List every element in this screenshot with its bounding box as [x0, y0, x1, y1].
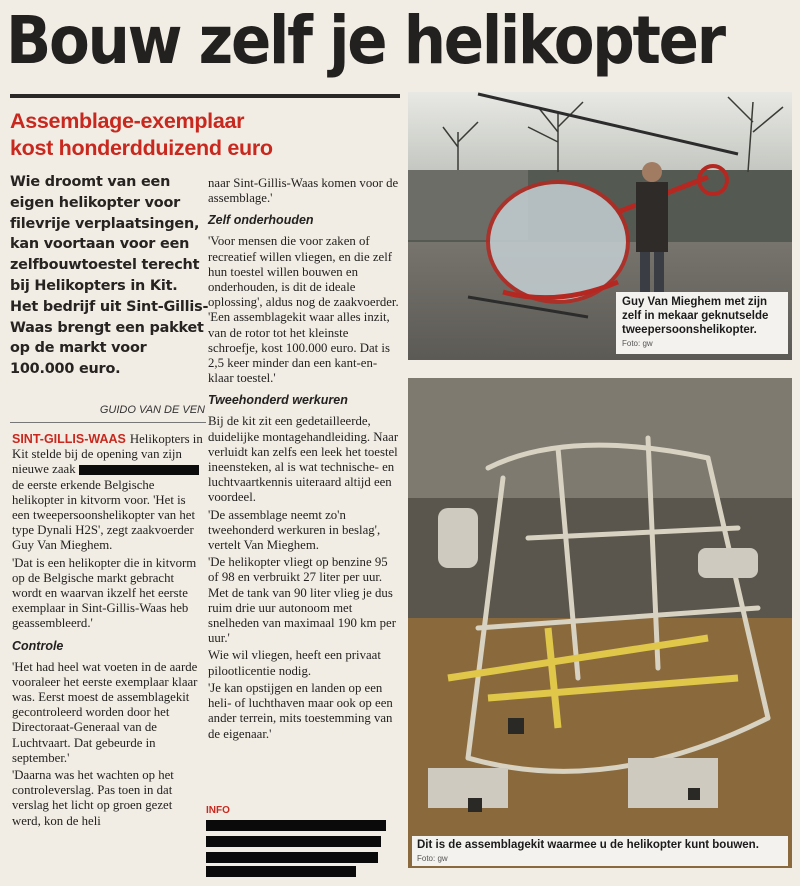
photo-caption [412, 836, 788, 866]
redacted-text [79, 465, 199, 475]
paragraph: 'Het had heel wat voeten in de aarde vooraleer het eerste exemplaar klaar was. Eerst moest de assemblagekit gecontroleerd worden door het Directoraat-Generaal van de Luchtvaart. Dat gebeurde in september.' [12, 659, 198, 765]
paragraph-text: de eerste erkende Belgische helikopter in kitvorm voor. 'Het is een tweepersoonshelikopter van het type Dynali H2S', zegt zaakvoerder Guy Van Mieghem. [12, 477, 195, 553]
paragraph [12, 432, 204, 554]
paragraph: 'Dat is een helikopter die in kitvorm op de Belgische markt gebracht wordt en waarvan ikzelf het eerste exemplaar in Sint-Gillis-Waas heb geassembleerd.' [12, 555, 197, 631]
byline: GUIDO VAN DE VEN [99, 404, 205, 416]
paragraph: Bij de kit zit een gedetailleerde, duidelijke montagehandleiding. Naar verluidt kan zelfs een leek het toestel ineensteken, al is wat technische- en luchtvaartkennis uiteraard altijd een voordeel. [208, 414, 399, 505]
paragraph: 'Daarna was het wachten op het controleverslag. Pas toen in dat verslag het licht op groen gezet werd, kon de heli [12, 768, 174, 828]
body-column-2 [208, 176, 400, 742]
paragraph-text: Helikopters in Kit stelde bij de opening van zijn nieuwe zaak [12, 432, 203, 477]
dateline: SINT-GILLIS-WAAS [12, 432, 126, 446]
paragraph: 'De assemblage neemt zo'n tweehonderd werkuren in beslag', vertelt Van Mieghem. [208, 507, 381, 553]
photo-credit: Foto: gw [417, 854, 448, 863]
body-column-1 [12, 432, 204, 829]
subhead-line-2: kost honderdduizend euro [10, 136, 273, 160]
redacted-info-line [206, 836, 381, 847]
subheading-werkuren: Tweehonderd werkuren [208, 393, 348, 408]
assembly-kit-photo-image [408, 378, 792, 868]
photo-credit: Foto: gw [622, 339, 653, 348]
subheading-onderhouden: Zelf onderhouden [208, 213, 314, 228]
paragraph: 'Voor mensen die voor zaken of recreatief willen vliegen, en die zelf hun toestel willen bouwen en onderhouden, is dit de ideale oplossing', aldus nog de zaakvoerder. 'Een assemblagekit waar alles inzit, van de rotor tot het kleinste schroefje, kost 100.000 euro. Dat is 2,5 keer minder dan een kant-en-klaar toestel.' [208, 234, 399, 386]
headline-rule [10, 94, 400, 98]
info-label: INFO [206, 805, 230, 816]
subhead [10, 108, 405, 162]
photo-helicopter [408, 92, 792, 360]
photo-caption [616, 292, 788, 354]
paragraph: 'Je kan opstijgen en landen op een heli- of luchthaven maar ook op een ander terrein, mits toestemming van de eigenaar.' [208, 680, 393, 741]
caption-text: Guy Van Mieghem met zijn zelf in mekaar geknutselde tweepersoonshelikopter. [622, 296, 769, 336]
subheading-controle: Controle [12, 638, 64, 653]
redacted-info-line [206, 866, 356, 877]
redacted-info-line [206, 820, 386, 831]
redacted-info-line [206, 852, 378, 863]
paragraph: 'De helikopter vliegt op benzine 95 of 98 en verbruikt 27 liter per uur. Met de tank van 90 liter vlieg je dus ruim drie uur autonoom met snelheden van maximaal 190 km per uur.' [208, 555, 396, 646]
paragraph: Wie wil vliegen, heeft een privaat pilootlicentie nodig. [208, 648, 381, 678]
subhead-line-1: Assemblage-exemplaar [10, 109, 245, 133]
photo-assembly-kit [408, 378, 792, 868]
headline: Bouw zelf je helikopter [6, 2, 724, 79]
caption-text: Dit is de assemblagekit waarmee u de helikopter kunt bouwen. [417, 839, 759, 851]
lede-paragraph: Wie droomt van een eigen helikopter voor filevrije verplaatsingen, kan voortaan voor een zelfbouwtoestel terecht bij Helikopters in Kit. Het bedrijf uit Sint-Gillis-Waas brengt een pakket op de markt voor 100.000 euro. [10, 174, 209, 378]
paragraph: naar Sint-Gillis-Waas komen voor de assemblage.' [208, 176, 399, 206]
byline-divider [10, 422, 206, 423]
